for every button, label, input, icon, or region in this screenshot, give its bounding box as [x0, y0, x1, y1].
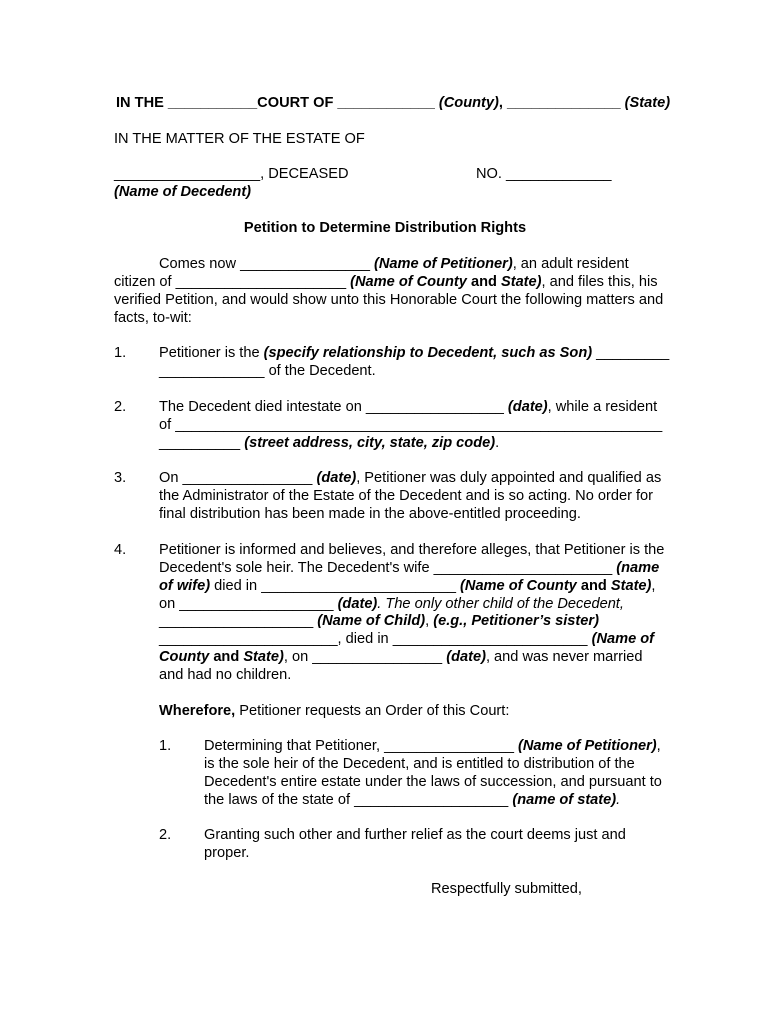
county-label: (County) — [438, 95, 499, 111]
intro-line-4: facts, to-wit: — [114, 310, 192, 326]
estate-matter-line: IN THE MATTER OF THE ESTATE OF — [114, 131, 365, 147]
item-3-line-2: the Administrator of the Estate of the Decedent and is so acting. No order for — [159, 488, 654, 504]
item-number-1: 1. — [114, 345, 127, 361]
item-4-line-8: and had no children. — [159, 667, 292, 683]
court-of-blank: COURT OF ____________ — [257, 95, 439, 111]
state-blank: , ______________ — [498, 95, 625, 111]
request-2-line-2: proper. — [204, 845, 250, 861]
intro-line-2: citizen of _____________________ (Name of County and State), and files this, his — [114, 274, 658, 290]
item-4-line-4: on ___________________ (date). The only other child of the Decedent, — [159, 596, 624, 612]
request-1-line-1: Determining that Petitioner, ________________ (Name of Petitioner), — [204, 738, 661, 754]
item-3-line-1: On ________________ (date), Petitioner was duly appointed and qualified as — [159, 470, 662, 486]
request-1-line-4: the laws of the state of ___________________ (name of state). — [204, 792, 621, 808]
item-number-2: 2. — [114, 399, 127, 415]
item-number-4: 4. — [114, 542, 127, 558]
item-2-line-1: The Decedent died intestate on _________________ (date), while a resident — [159, 399, 658, 415]
intro-line-1: Comes now ________________ (Name of Petitioner), an adult resident — [159, 256, 629, 272]
item-4-line-2: Decedent's sole heir. The Decedent's wife ______________________ (name — [159, 560, 660, 576]
case-number-line: NO. _____________ — [476, 166, 612, 182]
request-1-line-2: is the sole heir of the Decedent, and is entitled to distribution of the — [204, 756, 635, 772]
item-2-line-2: of ____________________________________________________________ — [159, 417, 663, 433]
wherefore-line: Wherefore, Petitioner requests an Order of this Court: — [159, 703, 510, 719]
petitioner-name-label: (Name of Petitioner) — [374, 256, 513, 272]
item-4-line-7: County and State), on ________________ (date), and was never married — [159, 649, 643, 665]
item-1-line-1: Petitioner is the (specify relationship to Decedent, such as Son) _________ — [159, 345, 670, 361]
item-2-line-3: __________ (street address, city, state, zip code). — [159, 435, 500, 451]
item-number-3: 3. — [114, 470, 127, 486]
item-4-line-3: of wife) died in ________________________ (Name of County and State), — [159, 578, 656, 594]
court-header — [116, 94, 670, 112]
intro-line-3: verified Petition, and would show unto this Honorable Court the following matters and — [114, 292, 664, 308]
request-1-line-3: Decedent's entire estate under the laws of succession, and pursuant to — [204, 774, 662, 790]
item-4-line-1: Petitioner is informed and believes, and therefore alleges, that Petitioner is the — [159, 542, 665, 558]
request-number-1: 1. — [159, 738, 172, 754]
in-the-court-blank: IN THE ___________ — [116, 95, 258, 111]
item-4-line-5: ___________________ (Name of Child), (e.g., Petitioner’s sister) — [159, 613, 599, 629]
page-title: Petition to Determine Distribution Rights — [243, 220, 527, 236]
closing-signature-line: Respectfully submitted, — [431, 881, 582, 897]
item-3-line-3: final distribution has been made in the above-entitled proceeding. — [159, 506, 581, 522]
decedent-name-label: (Name of Decedent) — [114, 184, 252, 200]
item-1-line-2: _____________ of the Decedent. — [159, 363, 376, 379]
request-number-2: 2. — [159, 827, 172, 843]
item-4-line-6: ______________________, died in ________________________ (Name of — [159, 631, 655, 647]
state-label: (State) — [624, 95, 671, 111]
decedent-blank-line: __________________, DECEASED — [114, 166, 349, 182]
request-2-line-1: Granting such other and further relief as the court deems just and — [204, 827, 626, 843]
